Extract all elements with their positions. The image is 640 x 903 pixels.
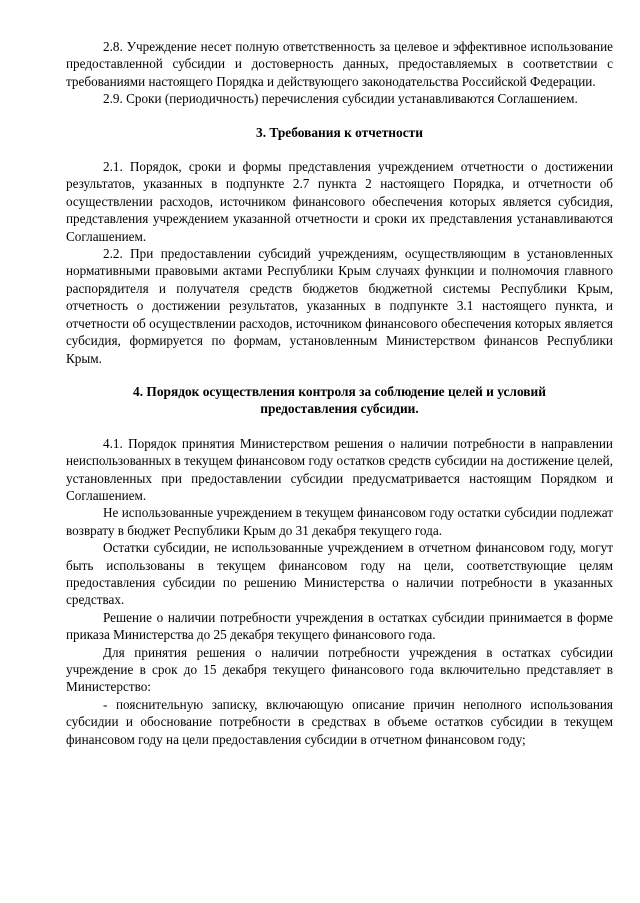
paragraph-4-5: Для принятия решения о наличии потребности учреждения в остатках субсидии учреждение в срок до 15 декабря текущего финансового года включительно представляет в Министерство: [66, 644, 613, 695]
paragraph-4-1: 4.1. Порядок принятия Министерством решения о наличии потребности в направлении неиспользованных в текущем финансовом году остатков средств субсидии на достижение целей, установленных при предоставлении субсидии предусматривается настоящим Порядком и Соглашением. [66, 435, 613, 503]
paragraph-4-6: - пояснительную записку, включающую описание причин неполного использования субсидии и обоснование потребности в средствах в объеме остатков субсидии в текущем финансовом году на цели предоставления субсидии в отчетном финансовом году; [66, 696, 613, 747]
document-page [66, 38, 613, 748]
paragraph-4-4: Решение о наличии потребности учреждения в остатках субсидии принимается в форме приказа Министерства до 25 декабря текущего финансового года. [66, 609, 613, 643]
paragraph-2-9: 2.9. Сроки (периодичность) перечисления субсидии устанавливаются Соглашением. [103, 91, 578, 107]
paragraph-3-1: 2.1. Порядок, сроки и формы представления учреждением отчетности о достижении результатов, указанных в подпункте 2.7 пункта 2 настоящего Порядка, и отчетности об осуществлении расходов, источником финансового обеспечения которых является субсидия, представления учреждением указанной отчетности и сроки их представления устанавливаются Соглашением. [66, 159, 613, 244]
paragraph-4-2: Не использованные учреждением в текущем финансовом году остатки субсидии подлежат возврату в бюджет Республики Крым до 31 декабря текущего года. [66, 505, 613, 538]
paragraph-2-8: 2.8. Учреждение несет полную ответственность за целевое и эффективное использование предоставленной субсидии и достоверность данных, предоставляемых в соответствии с требованиями настоящего Порядка и действующего законодательства Российской Федерации. [66, 39, 613, 89]
section-4-heading [66, 383, 613, 418]
paragraph-3-2: 2.2. При предоставлении субсидий учреждениям, осуществляющим в установленных нормативными правовыми актами Республики Крым случаях функции и полномочия главного распорядителя и получателя средств бюджетов бюджетной системы Республики Крым, отчетность о достижении результатов, указанных в подпункте 3.1 настоящего пункта, и отчетности об осуществлении расходов, источником финансового обеспечения которых является субсидия, формируется по формам, установленным Министерством финансов Республики Крым. [66, 246, 613, 366]
section-3-heading: 3. Требования к отчетности [256, 124, 423, 140]
section-4-heading-line1: 4. Порядок осуществления контроля за соблюдение целей и условий [133, 383, 546, 399]
section-4-heading-line2: предоставления субсидии. [260, 401, 419, 417]
paragraph-4-3: Остатки субсидии, не использованные учреждением в отчетном финансовом году, могут быть использованы в текущем финансовом году на цели, соответствующие целям предоставления субсидии по решению Министерства о наличии потребности в указанных средствах. [66, 540, 613, 608]
